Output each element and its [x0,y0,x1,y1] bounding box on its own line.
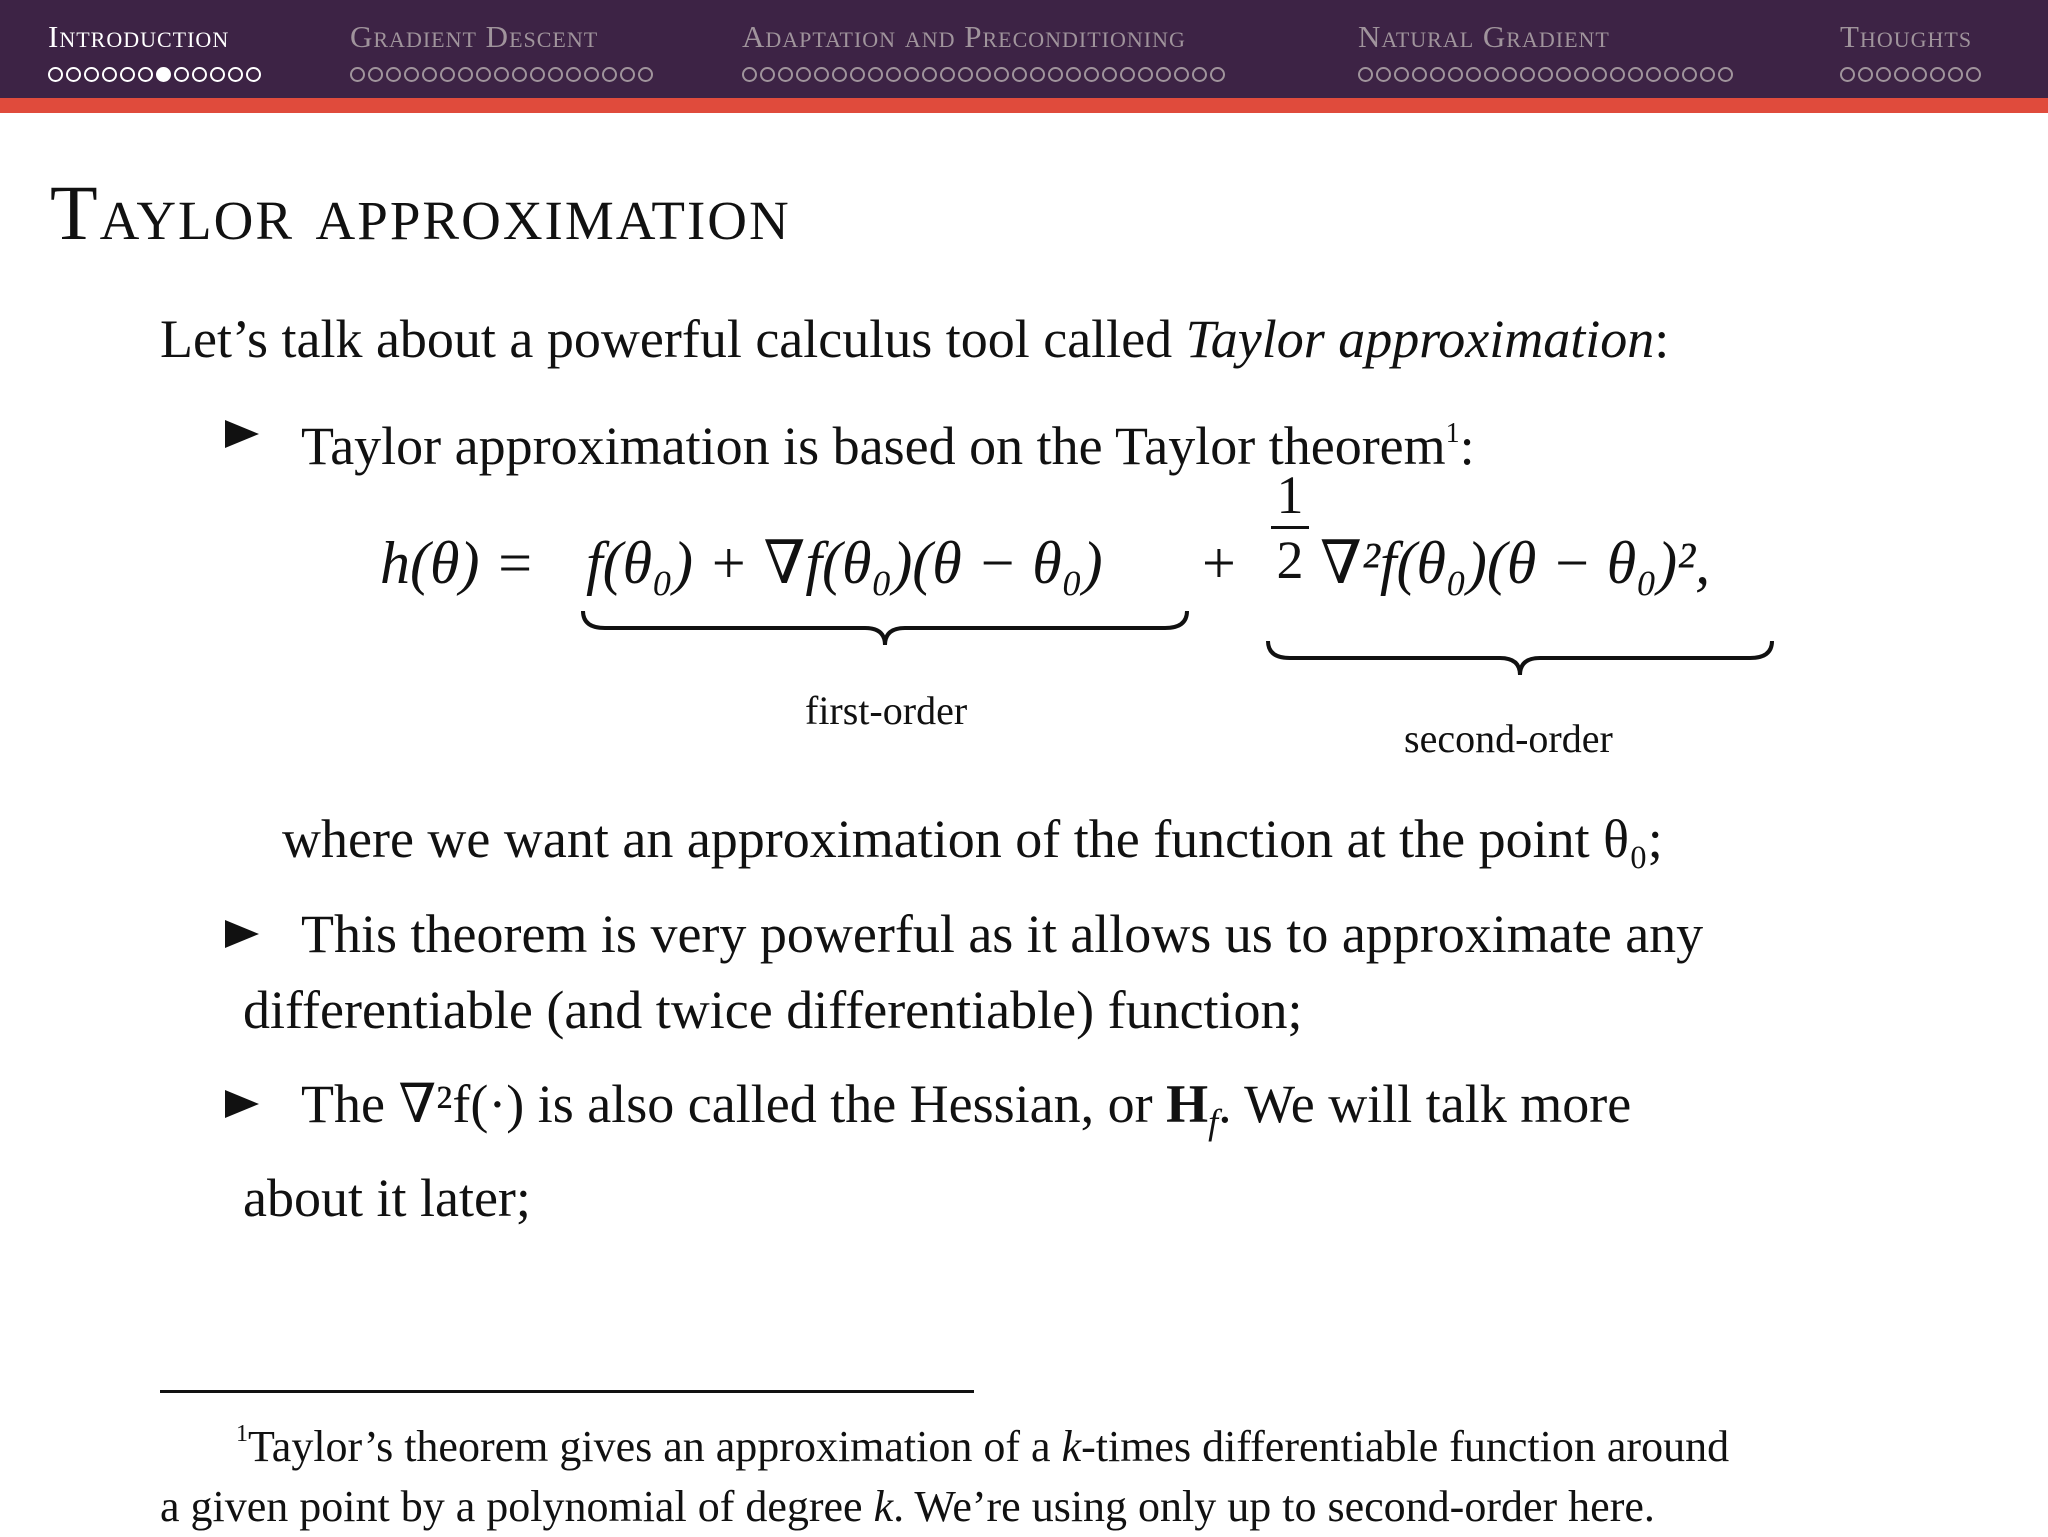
slide-dot[interactable] [994,67,1009,82]
slide-dot[interactable] [620,67,635,82]
equation-fraction [1265,464,1315,591]
slide-dot[interactable] [368,67,383,82]
slide-dot[interactable] [1192,67,1207,82]
slide-dot[interactable] [1700,67,1715,82]
footnote-k: k [1061,1422,1082,1471]
slide-dots[interactable] [1358,64,1733,84]
bullet3-line2: about it later; [243,1167,531,1228]
slide-dot[interactable] [1628,67,1643,82]
slide-dot[interactable] [210,67,225,82]
slide-dot[interactable] [512,67,527,82]
fraction-numerator: 1 [1276,465,1304,525]
slide-dot[interactable] [1174,67,1189,82]
bullet-triangle-icon [225,920,259,948]
nav-section-title: Gradient Descent [350,19,599,54]
slide-dot[interactable] [1912,67,1927,82]
footnote-line1-suffix: -times differentiable function around [1081,1422,1730,1471]
footnote-rule [160,1390,974,1393]
first-order-label: first-order [805,688,968,733]
bullet-theorem-power [225,896,1825,1048]
footnote-line2-prefix: a given point by a polynomial of degree [160,1482,874,1531]
slide-dot[interactable] [1156,67,1171,82]
slide-dot[interactable] [638,67,653,82]
slide-dot[interactable] [1858,67,1873,82]
equation-first-order-term: f(θ₀) + ∇f(θ₀)(θ − θ₀) [586,530,1103,596]
bullet1-text: Taylor approximation is based on the Taylor theorem [301,416,1446,476]
bullet2-line2: differentiable (and twice differentiable) function; [243,980,1303,1040]
section-navigation-bar [0,0,2048,98]
intro-emphasis: Taylor approximation [1185,309,1655,369]
bullet-triangle-icon [225,420,259,448]
slide-dot[interactable] [1430,67,1445,82]
slide-dot[interactable] [192,67,207,82]
slide-dot[interactable] [1448,67,1463,82]
slide-dot[interactable] [796,67,811,82]
slide-dot[interactable] [494,67,509,82]
slide-dot[interactable] [422,67,437,82]
slide-dot[interactable] [1948,67,1963,82]
slide-dot[interactable] [566,67,581,82]
slide-dot[interactable] [1210,67,1225,82]
second-order-label: second-order [1404,716,1613,761]
slide-dot[interactable] [904,67,919,82]
slide-dot[interactable] [48,67,63,82]
nav-section-gradient-descent[interactable] [350,18,653,94]
slide-dot[interactable] [102,67,117,82]
slide-dot[interactable] [814,67,829,82]
slide-dot[interactable] [1394,67,1409,82]
slide-dot[interactable] [958,67,973,82]
slide-dots[interactable] [742,64,1225,84]
bullet2-line1: This theorem is very powerful as it allows us to approximate any [301,904,1704,964]
slide-dot[interactable] [1376,67,1391,82]
nav-section-title: Adaptation and Preconditioning [742,19,1186,54]
slide-dot[interactable] [1048,67,1063,82]
slide-dot[interactable] [1138,67,1153,82]
slide-dot[interactable] [458,67,473,82]
slide-dot[interactable] [1966,67,1981,82]
slide-dot[interactable] [476,67,491,82]
slide-dot[interactable] [1556,67,1571,82]
intro-prefix: Let’s talk about a powerful calculus tool called [160,309,1186,369]
bullet-taylor-theorem [225,396,1825,484]
nav-section-title: Introduction [48,19,230,54]
hessian-symbol: H [1166,1074,1209,1134]
slide-dot[interactable] [1502,67,1517,82]
slide-dot[interactable] [1574,67,1589,82]
slide-dot[interactable] [1538,67,1553,82]
nav-accent-stripe [0,98,2048,113]
nav-section-title: Thoughts [1840,19,1973,54]
bullet-text [225,896,1825,1048]
bullet3-prefix: The ∇²f(·) is also called the Hessian, or [301,1074,1167,1134]
slide-dot[interactable] [742,67,757,82]
footnote-line1 [160,1404,1880,1477]
slide-dot[interactable] [1120,67,1135,82]
bullet1-suffix: : [1459,416,1475,476]
bullet-hessian [225,1066,1825,1236]
slide-dot[interactable] [1412,67,1427,82]
slide-dot[interactable] [1466,67,1481,82]
slide-dot[interactable] [1592,67,1607,82]
slide-dot[interactable] [1930,67,1945,82]
slide-dot[interactable] [760,67,775,82]
slide-dot[interactable] [386,67,401,82]
nav-section-title: Natural Gradient [1358,19,1610,54]
footnote-line2 [160,1477,1880,1537]
slide-dot[interactable] [66,67,81,82]
fraction-denominator: 2 [1276,530,1304,590]
equation-second-order-term: ∇²f(θ₀)(θ − θ₀)², [1320,530,1711,596]
slide-dot[interactable] [1012,67,1027,82]
slide-dot[interactable] [922,67,937,82]
equation-explanation: where we want an approximation of the function at the point θ₀; [282,809,1663,869]
bullet3-suffix: . We will talk more [1218,1074,1632,1134]
slide-dot[interactable] [1610,67,1625,82]
footnote-k: k [873,1482,894,1531]
intro-suffix: : [1654,309,1670,369]
slide-dot[interactable] [1664,67,1679,82]
slide-dot[interactable] [832,67,847,82]
bullet-text [225,396,1825,484]
slide-dot[interactable] [174,67,189,82]
footnote-line2-suffix: . We’re using only up to second-order here. [893,1482,1655,1531]
slide-dot[interactable] [1876,67,1891,82]
slide-dot[interactable] [404,67,419,82]
intro-sentence [160,306,1669,372]
footnote-line1-prefix: Taylor’s theorem gives an approximation of a [248,1422,1062,1471]
slide-dot[interactable] [1520,67,1535,82]
slide-dot[interactable] [868,67,883,82]
nav-section-introduction[interactable] [48,18,261,94]
slide-title: Taylor approximation [50,169,791,256]
slide-dot[interactable] [228,67,243,82]
nav-section-thoughts[interactable] [1840,18,1981,94]
hessian-subscript: f [1208,1101,1219,1142]
slide-dot[interactable] [1030,67,1045,82]
slide-dot[interactable] [138,67,153,82]
slide-dot[interactable] [1894,67,1909,82]
underbrace-second-order [1265,638,1775,678]
slide-dot[interactable] [1718,67,1733,82]
slide-dots[interactable] [1840,64,1981,84]
footnote [160,1404,1880,1537]
slide-dot[interactable] [440,67,455,82]
nav-section-adaptation-and-preconditioning[interactable] [742,18,1225,94]
slide-dot[interactable] [1358,67,1373,82]
nav-section-natural-gradient[interactable] [1358,18,1733,94]
slide-dot[interactable] [940,67,955,82]
slide-dots[interactable] [350,64,653,84]
slide-dot[interactable] [602,67,617,82]
slide-dot[interactable] [1084,67,1099,82]
slide-dot[interactable] [778,67,793,82]
slide-dot[interactable] [246,67,261,82]
slide-dot[interactable] [1484,67,1499,82]
footnote-mark: 1 [236,1421,248,1447]
slide-dots[interactable] [48,64,261,84]
slide-dot[interactable] [530,67,545,82]
slide-dot[interactable] [548,67,563,82]
slide-dot[interactable] [1066,67,1081,82]
slide-dot[interactable] [120,67,135,82]
bullet3-line1 [301,1066,1825,1160]
slide-dot[interactable] [1646,67,1661,82]
bullet-text [225,1066,1825,1236]
slide-dot[interactable] [1102,67,1117,82]
slide-dot[interactable] [976,67,991,82]
bullet-triangle-icon [225,1090,259,1118]
slide-dot[interactable] [1840,67,1855,82]
slide-dot[interactable] [850,67,865,82]
slide-dot[interactable] [886,67,901,82]
equation-plus: + [1202,530,1236,596]
slide-dot[interactable] [1682,67,1697,82]
current-slide-dot[interactable] [156,67,171,82]
equation-lhs: h(θ) = [380,530,535,596]
slide-dot[interactable] [84,67,99,82]
footnote-reference[interactable]: 1 [1445,418,1460,449]
slide-dot[interactable] [350,67,365,82]
slide-dot[interactable] [584,67,599,82]
underbrace-first-order [580,608,1190,648]
